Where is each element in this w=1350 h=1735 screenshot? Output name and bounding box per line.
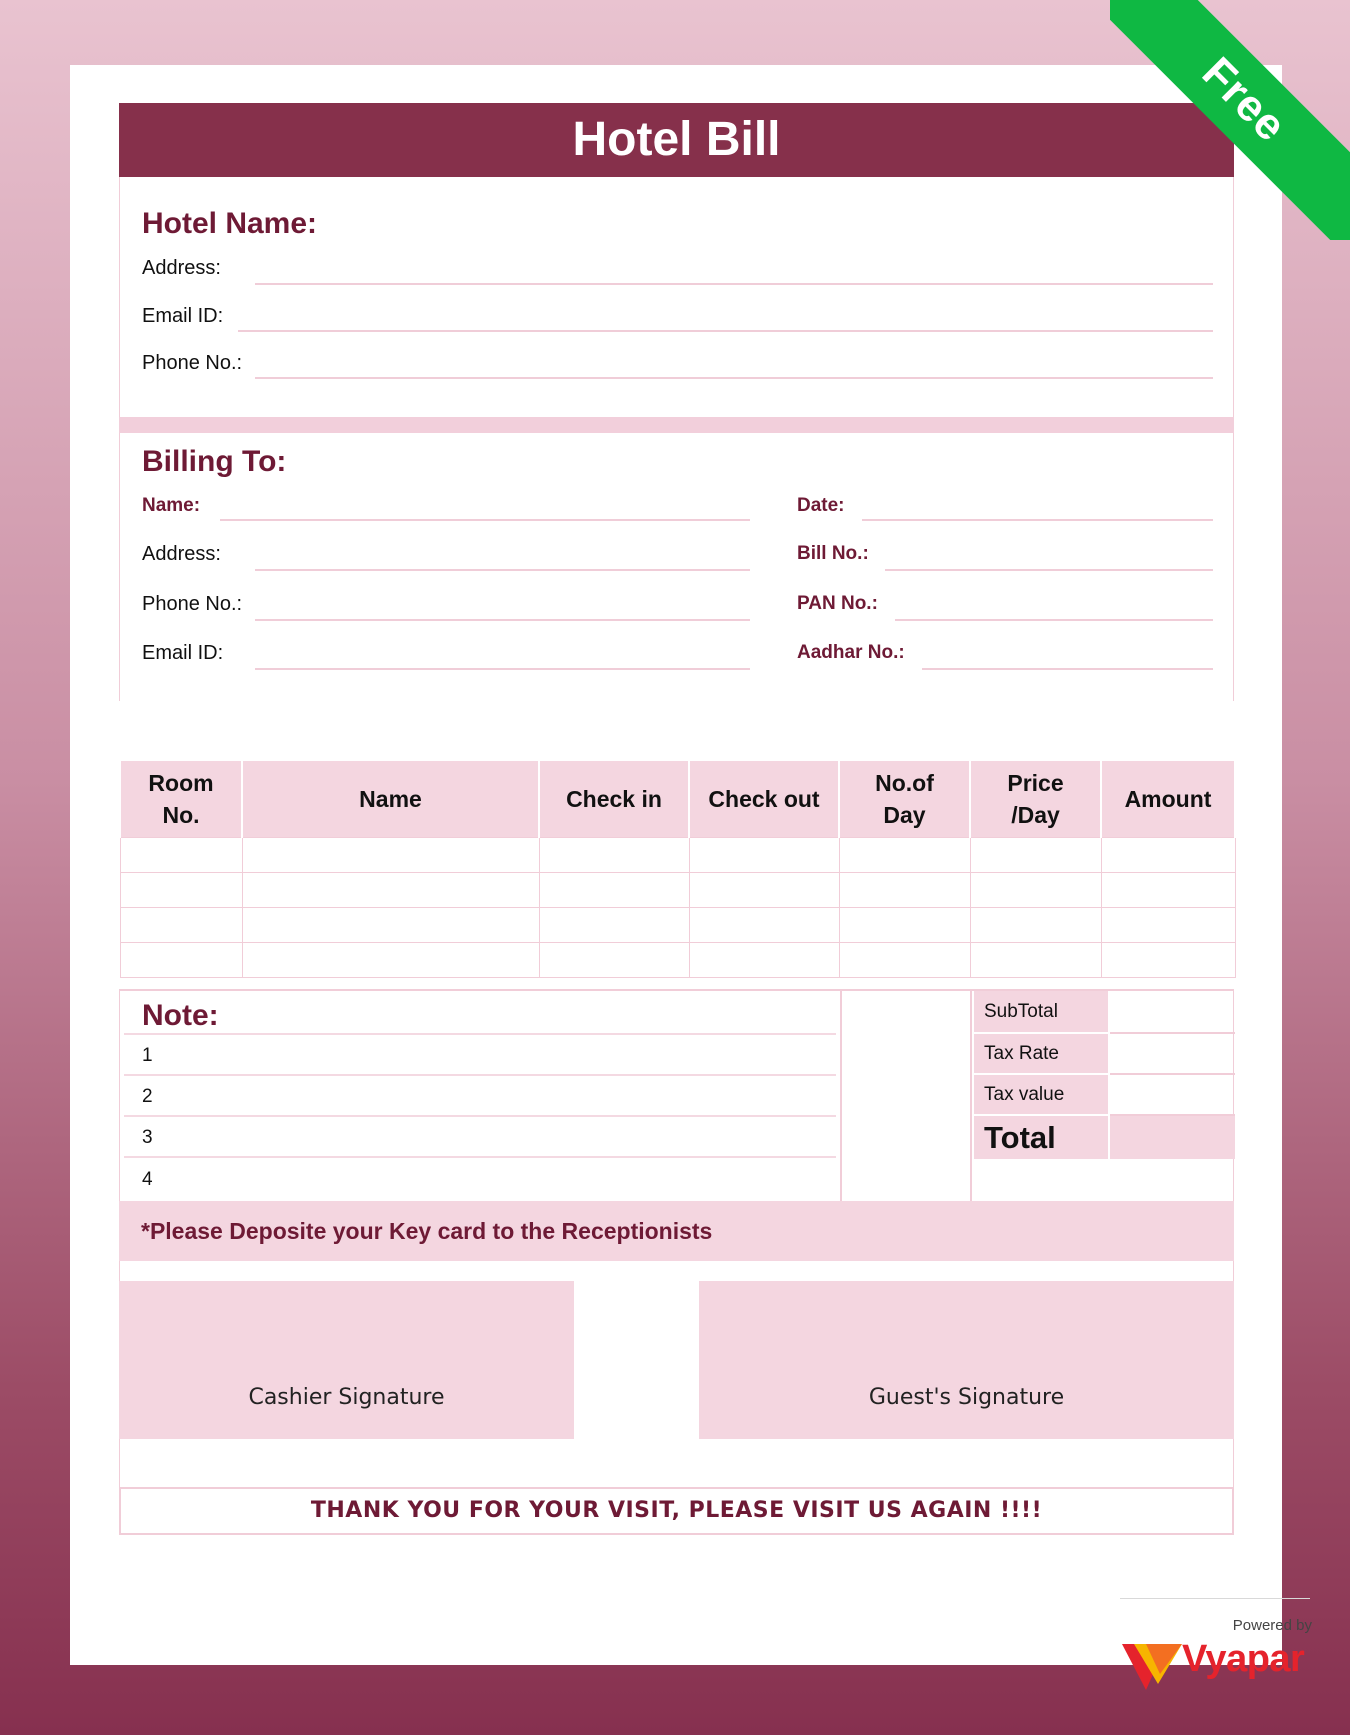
table-cell[interactable] <box>839 838 970 873</box>
col-no-of-day: No.of Day <box>839 761 970 838</box>
divider <box>840 991 842 1203</box>
table-cell[interactable] <box>539 838 689 873</box>
tax-value-value[interactable] <box>1110 1075 1235 1116</box>
note-number-1: 1 <box>142 1045 153 1066</box>
table-cell[interactable] <box>539 908 689 943</box>
page-title: Hotel Bill <box>119 103 1234 177</box>
table-row <box>120 908 1235 943</box>
guest-signature-label: Guest's Signature <box>868 1385 1065 1410</box>
tax-rate-value[interactable] <box>1110 1034 1235 1075</box>
table-cell[interactable] <box>839 873 970 908</box>
table-cell[interactable] <box>242 873 539 908</box>
table-cell[interactable] <box>839 943 970 978</box>
subtotal-label: SubTotal <box>974 991 1108 1032</box>
pan-no-label: PAN No.: <box>797 593 878 614</box>
billing-phone-label: Phone No.: <box>142 593 243 615</box>
note-number-2: 2 <box>142 1086 153 1107</box>
table-cell[interactable] <box>689 943 839 978</box>
col-amount: Amount <box>1101 761 1235 838</box>
date-label: Date: <box>797 495 845 516</box>
section-divider <box>119 417 1234 433</box>
spacer <box>119 1439 1234 1487</box>
table-cell[interactable] <box>120 838 242 873</box>
table-cell[interactable] <box>120 873 242 908</box>
bill-no-label: Bill No.: <box>797 543 869 564</box>
table-cell[interactable] <box>120 908 242 943</box>
free-badge <box>1110 0 1350 240</box>
cashier-signature-box[interactable] <box>119 1281 574 1439</box>
note-line-3[interactable] <box>124 1156 836 1158</box>
note-line <box>124 1033 836 1035</box>
table-cell[interactable] <box>970 908 1101 943</box>
hotel-phone-label: Phone No.: <box>142 352 243 374</box>
table-cell[interactable] <box>242 838 539 873</box>
subtotal-value[interactable] <box>1110 991 1235 1034</box>
table-cell[interactable] <box>689 873 839 908</box>
table-cell[interactable] <box>970 873 1101 908</box>
billing-email-line[interactable] <box>255 668 750 670</box>
vyapar-branding[interactable] <box>1120 1598 1312 1690</box>
table-cell[interactable] <box>1101 873 1235 908</box>
items-table <box>119 761 1236 978</box>
hotel-address-label: Address: <box>142 257 221 279</box>
hotel-email-label: Email ID: <box>142 305 224 327</box>
table-cell[interactable] <box>539 873 689 908</box>
table-cell[interactable] <box>539 943 689 978</box>
billing-heading: Billing To: <box>142 445 287 478</box>
col-room-no: Room No. <box>120 761 242 838</box>
billing-name-line[interactable] <box>220 519 750 521</box>
col-name: Name <box>242 761 539 838</box>
table-cell[interactable] <box>1101 908 1235 943</box>
table-row <box>120 838 1235 873</box>
note-number-4: 4 <box>142 1169 153 1190</box>
note-heading: Note: <box>142 999 219 1032</box>
note-number-3: 3 <box>142 1127 153 1148</box>
billing-section <box>119 433 1234 701</box>
invoice-page <box>70 65 1312 1680</box>
billing-email-label: Email ID: <box>142 642 224 664</box>
vyapar-logo-icon <box>1120 1638 1184 1694</box>
notice-band <box>119 1201 1234 1261</box>
hotel-phone-line[interactable] <box>255 377 1213 379</box>
divider <box>1120 1598 1310 1599</box>
notes-totals-section <box>119 989 1234 1227</box>
col-price-per-day: Price /Day <box>970 761 1101 838</box>
thank-you-footer: THANK YOU FOR YOUR VISIT, PLEASE VISIT US AGAIN !!!! <box>119 1487 1234 1535</box>
table-cell[interactable] <box>1101 838 1235 873</box>
note-line-1[interactable] <box>124 1074 836 1076</box>
bill-no-line[interactable] <box>885 569 1213 571</box>
hotel-name-heading: Hotel Name: <box>142 207 318 240</box>
billing-address-label: Address: <box>142 543 221 565</box>
brand-name: Vyapar <box>1182 1638 1305 1680</box>
table-cell[interactable] <box>839 908 970 943</box>
table-cell[interactable] <box>242 908 539 943</box>
table-cell[interactable] <box>242 943 539 978</box>
table-cell[interactable] <box>970 943 1101 978</box>
hotel-bill-sheet <box>119 103 1232 1535</box>
note-line-2[interactable] <box>124 1115 836 1117</box>
table-row <box>120 943 1235 978</box>
table-cell[interactable] <box>1101 943 1235 978</box>
items-header-row <box>120 761 1235 838</box>
billing-name-label: Name: <box>142 495 201 516</box>
spacer <box>119 1261 1234 1281</box>
col-check-in: Check in <box>539 761 689 838</box>
date-line[interactable] <box>862 519 1213 521</box>
guest-signature-box[interactable] <box>699 1281 1234 1439</box>
hotel-address-line[interactable] <box>255 283 1213 285</box>
pan-no-line[interactable] <box>895 619 1213 621</box>
key-card-notice: *Please Deposite your Key card to the Receptionists <box>141 1218 713 1244</box>
total-label: Total <box>974 1116 1108 1159</box>
table-cell[interactable] <box>120 943 242 978</box>
table-cell[interactable] <box>970 838 1101 873</box>
col-check-out: Check out <box>689 761 839 838</box>
tax-value-label: Tax value <box>974 1075 1108 1114</box>
aadhar-no-line[interactable] <box>922 668 1213 670</box>
free-badge-label: Free <box>1110 0 1350 240</box>
billing-phone-line[interactable] <box>255 619 750 621</box>
table-cell[interactable] <box>689 908 839 943</box>
powered-by-label: Powered by <box>1232 1617 1312 1634</box>
divider <box>970 991 972 1203</box>
table-cell[interactable] <box>689 838 839 873</box>
hotel-section <box>119 177 1234 417</box>
total-value[interactable] <box>1110 1116 1235 1159</box>
aadhar-no-label: Aadhar No.: <box>797 642 905 663</box>
billing-address-line[interactable] <box>255 569 750 571</box>
cashier-signature-label: Cashier Signature <box>248 1385 445 1410</box>
tax-rate-label: Tax Rate <box>974 1034 1108 1073</box>
hotel-email-line[interactable] <box>238 330 1213 332</box>
table-row <box>120 873 1235 908</box>
